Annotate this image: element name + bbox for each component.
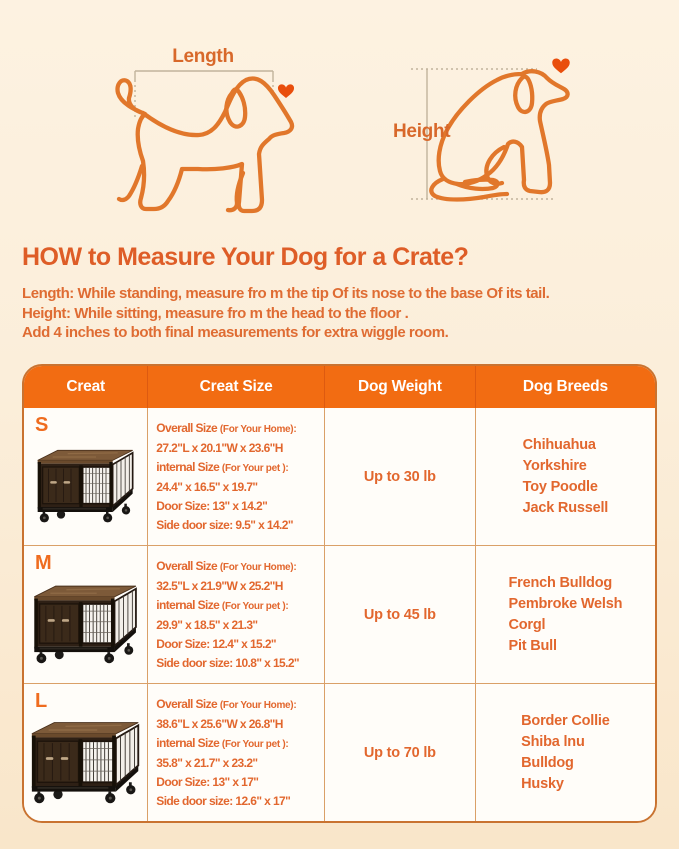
cell-size-specs-m [148,546,325,683]
spec-side-door-size: Side door size: 10.8" x 15.2" [156,655,300,670]
spec-door-size: Door Size: 13" x 17" [156,774,259,789]
crate-product-image-s [36,440,136,524]
cell-size-specs-l [148,684,325,821]
cell-crate-s [24,408,148,545]
breed-item: Jack Russell [522,499,609,516]
crate-size-table [22,364,657,823]
cell-size-specs-s [148,408,325,545]
cell-breeds-l [476,684,655,821]
sitting-dog-illustration [385,33,590,213]
length-label: Length [172,46,234,67]
dog-ear [226,89,245,126]
breed-item: Corgl [508,616,546,633]
spec-overall-label: Overall Size (For Your Home): [156,420,297,435]
page-title: HOW to Measure Your Dog for a Crate? [22,243,469,271]
weight-value: Up to 30 lb [363,468,436,485]
breed-list [521,711,609,795]
column-header-creat: Creat [24,366,148,408]
breed-item: Pit Bull [508,637,557,654]
table-row-small [24,408,655,545]
spec-side-door-size: Side door size: 12.6" x 17" [156,793,291,808]
size-letter-s: S [35,414,49,436]
heart-icon [278,84,294,98]
breed-item: Toy Poodle [522,478,598,495]
measuring-instructions [22,284,549,343]
weight-value: Up to 45 lb [363,606,436,623]
dog-ear [515,77,532,112]
breed-list [523,435,608,519]
spec-side-door-size: Side door size: 9.5" x 14.2" [156,517,293,532]
spec-door-size: Door Size: 13" x 14.2" [156,498,268,513]
cell-breeds-m [476,546,655,683]
column-header-dog-weight: Dog Weight [325,366,476,408]
breed-item: Husky [521,775,564,792]
spec-overall-label: Overall Size (For Your Home): [156,696,297,711]
breed-item: Pembroke Welsh [508,595,623,612]
spec-overall-value: 38.6"L x 25.6"W x 26.8"H [156,716,283,731]
cell-crate-m [24,546,148,683]
instruction-wiggle-room: Add 4 inches to both final measurements for extra wiggle room. [22,324,449,341]
spec-internal-label: internal Size (For Your pet ): [156,597,289,612]
standing-dog-outline [118,78,292,211]
size-letter-m: M [35,552,52,574]
spec-internal-value: 29.9" x 18.5" x 21.3" [156,617,258,632]
heart-icon [552,59,570,74]
breed-item: Border Collie [521,712,610,729]
table-header-row [24,366,655,408]
cell-weight-m [325,546,476,683]
spec-internal-label: internal Size (For Your pet ): [156,459,289,474]
spec-overall-label: Overall Size (For Your Home): [156,558,297,573]
breed-item: Bulldog [521,754,574,771]
cell-weight-l [325,684,476,821]
cell-weight-s [325,408,476,545]
size-letter-l: L [35,690,48,712]
standing-dog-illustration [85,33,310,218]
spec-internal-value: 35.8" x 21.7" x 23.2" [156,755,258,770]
column-header-creat-size: Creat Size [148,366,325,408]
breed-item: Yorkshire [522,457,587,474]
spec-overall-value: 27.2"L x 20.1"W x 23.6"H [156,440,283,455]
spec-door-size: Door Size: 12.4" x 15.2" [156,636,277,651]
crate-product-image-l [30,711,142,805]
cell-breeds-s [476,408,655,545]
crate-product-image-m [32,575,139,665]
breed-item: French Bulldog [508,574,613,591]
breed-list [508,573,622,657]
sitting-dog-outline [439,71,568,192]
table-row-medium [24,545,655,683]
breed-item: Chihuahua [522,436,596,453]
dog-far-hind-leg [119,166,142,200]
spec-internal-label: internal Size (For Your pet ): [156,735,289,750]
table-row-large [24,683,655,821]
spec-overall-value: 32.5"L x 21.9"W x 25.2"H [156,578,283,593]
instruction-height: Height: While sitting, measure fro m the head to the floor . [22,304,409,322]
spec-internal-value: 24.4" x 16.5" x 19.7" [156,479,258,494]
weight-value: Up to 70 lb [363,744,436,761]
breed-item: Shiba lnu [521,733,585,750]
cell-crate-l [24,684,148,821]
column-header-dog-breeds: Dog Breeds [522,378,608,395]
instruction-length: Length: While standing, measure fro m the tip Of its nose to the base Of its tail. [22,285,550,302]
height-label: Height [393,121,451,142]
